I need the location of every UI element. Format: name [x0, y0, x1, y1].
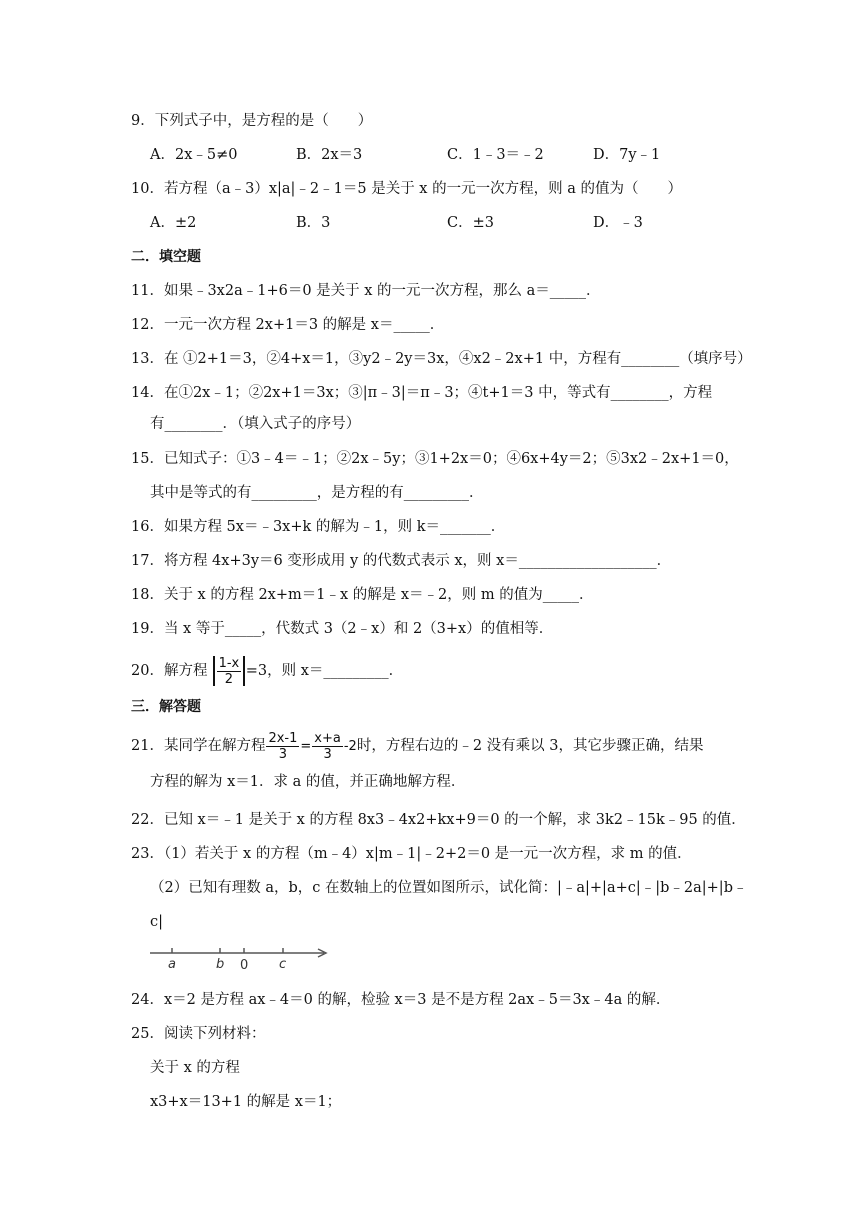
label-a: a — [168, 957, 176, 972]
abs-bar-right — [243, 656, 245, 686]
q20-suffix: =3，则 x＝_________． — [245, 663, 404, 679]
number-line-figure — [150, 944, 330, 974]
q20-fraction — [217, 656, 242, 687]
q10-option-d: D．﹣3 — [593, 215, 643, 231]
question-17: 17．将方程 4x+3y＝6 变形成用 y 的代数式表示 x，则 x＝___________________． — [131, 553, 672, 569]
question-14-line-1: 14．在①2x﹣1；②2x+1＝3x；③|π﹣3|＝π﹣3；④t+1＝3 中，等式有________，方程 — [131, 385, 713, 401]
q21-right-denominator: 3 — [323, 746, 332, 762]
q9-option-a: A．2x﹣5≠0 — [150, 147, 238, 163]
question-20 — [131, 654, 403, 688]
q21-fraction-left — [266, 731, 299, 762]
question-9-stem: 9．下列式子中，是方程的是（ ） — [131, 113, 373, 129]
label-zero: 0 — [240, 958, 249, 973]
question-23-part-2-end: c| — [150, 914, 164, 930]
question-19: 19．当 x 等于_____，代数式 3（2﹣x）和 2（3+x）的值相等． — [131, 621, 554, 637]
q9-option-d: D．7y﹣1 — [593, 147, 661, 163]
question-13: 13．在 ①2+1＝3，②4+x＝1，③y2﹣2y＝3x，④x2﹣2x+1 中，方程有________（填序号） — [131, 351, 752, 367]
q10-option-c: C．±3 — [447, 215, 494, 231]
q21-fraction-right — [312, 731, 343, 762]
q20-prefix: 20．解方程 — [131, 663, 208, 679]
question-10-stem: 10．若方程（a﹣3）x|a|﹣2﹣1＝5 是关于 x 的一元一次方程，则 a 的值为（ ） — [131, 181, 682, 197]
label-b: b — [216, 957, 225, 972]
q10-option-b: B．3 — [296, 215, 331, 231]
q21-left-numerator: 2x-1 — [268, 730, 298, 746]
question-25-line-3: x3+x＝13+1 的解是 x＝1； — [150, 1094, 342, 1110]
question-21-line-2: 方程的解为 x＝1．求 a 的值，并正确地解方程． — [150, 774, 466, 790]
q9-option-c: C．1﹣3＝﹣2 — [447, 147, 544, 163]
section-heading-fill-in: 二．填空题 — [131, 249, 201, 265]
q21-minus-two: -2 — [343, 739, 357, 754]
question-15-line-2: 其中是等式的有_________，是方程的有_________． — [150, 485, 484, 501]
question-23-part-1: 23．（1）若关于 x 的方程（m﹣4）x|m﹣1|﹣2+2＝0 是一元一次方程，求 m 的值． — [131, 846, 692, 862]
q21-right-numerator: x+a — [314, 730, 341, 746]
q20-denominator: 2 — [224, 671, 234, 687]
q21-suffix: 时，方程右边的﹣2 没有乘以 3，其它步骤正确，结果 — [356, 738, 704, 754]
q10-option-a: A．±2 — [150, 215, 197, 231]
q21-left-denominator: 3 — [278, 746, 288, 762]
q21-equals: = — [300, 739, 312, 754]
question-18: 18．关于 x 的方程 2x+m＝1﹣x 的解是 x＝﹣2，则 m 的值为_____． — [131, 587, 594, 603]
question-22: 22．已知 x＝﹣1 是关于 x 的方程 8x3﹣4x2+kx+9＝0 的一个解，求 3k2﹣15k﹣95 的值． — [131, 812, 746, 828]
question-23-part-2: （2）已知有理数 a，b，c 在数轴上的位置如图所示，试化简：|﹣a|+|a+c|﹣|b﹣2a|+|b﹣ — [150, 880, 748, 896]
label-c: c — [279, 957, 287, 972]
question-25: 25．阅读下列材料： — [131, 1026, 266, 1042]
question-14-line-2: 有________．（填入式子的序号） — [150, 416, 361, 432]
abs-bar-left — [213, 656, 215, 686]
question-12: 12．一元一次方程 2x+1＝3 的解是 x＝_____． — [131, 317, 445, 333]
question-16: 16．如果方程 5x＝﹣3x+k 的解为﹣1，则 k＝_______． — [131, 519, 506, 535]
q9-option-b: B．2x＝3 — [296, 147, 363, 163]
question-24: 24．x＝2 是方程 ax﹣4＝0 的解，检验 x＝3 是不是方程 2ax﹣5＝3x﹣4a 的解． — [131, 992, 671, 1008]
question-15-line-1: 15．已知式子：①3﹣4＝﹣1；②2x﹣5y；③1+2x＝0；④6x+4y＝2；⑤3x2﹣2x+1＝0， — [131, 451, 739, 467]
question-25-line-2: 关于 x 的方程 — [150, 1060, 240, 1076]
question-21-line-1 — [131, 729, 704, 764]
q21-prefix: 21．某同学在解方程 — [131, 738, 266, 754]
question-11: 11．如果﹣3x2a﹣1+6＝0 是关于 x 的一元一次方程，那么 a＝_____． — [131, 283, 601, 299]
section-heading-solve: 三．解答题 — [131, 699, 201, 715]
q20-numerator: 1-x — [218, 655, 240, 671]
